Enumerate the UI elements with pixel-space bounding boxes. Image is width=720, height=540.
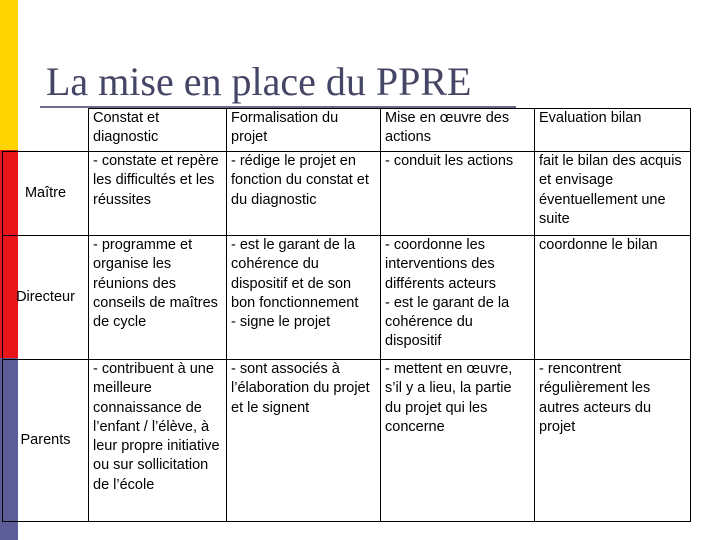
column-header: Formalisation du projet [227,109,381,152]
table-cell: - sont associés à l’élaboration du projet et le signent [227,360,381,522]
table-cell: - rédige le projet en fonction du constat et du diagnostic [227,152,381,236]
table-cell: - constate et repère les difficultés et les réussites [89,152,227,236]
column-header: Constat et diagnostic [89,109,227,152]
table-cell: - mettent en œuvre, s’il y a lieu, la partie du projet qui les concerne [381,360,535,522]
row-header: Maître [3,152,89,236]
column-header: Mise en œuvre des actions [381,109,535,152]
table-row [3,152,691,236]
table-header-row [3,109,691,152]
table-cell: fait le bilan des acquis et envisage éventuellement une suite [535,152,691,236]
table-row [3,360,691,522]
table-cell: - programme et organise les réunions des conseils de maîtres de cycle [89,236,227,360]
row-header: Parents [3,360,89,522]
table-cell: - est le garant de la cohérence du dispositif et de son bon fonctionnement - signe le projet [227,236,381,360]
table-cell: coordonne le bilan [535,236,691,360]
table-cell: - coordonne les interventions des différents acteurs - est le garant de la cohérence du dispositif [381,236,535,360]
table-cell: - contribuent à une meilleure connaissance de l’enfant / l’élève, à leur propre initiative ou sur sollicitation de l’école [89,360,227,522]
table-header-corner [3,109,89,152]
table-row [3,236,691,360]
ppre-table [2,108,691,522]
slide-title: La mise en place du PPRE [46,59,472,104]
table-cell: - rencontrent régulièrement les autres acteurs du projet [535,360,691,522]
table-cell: - conduit les actions [381,152,535,236]
row-header: Directeur [3,236,89,360]
column-header: Evaluation bilan [535,109,691,152]
